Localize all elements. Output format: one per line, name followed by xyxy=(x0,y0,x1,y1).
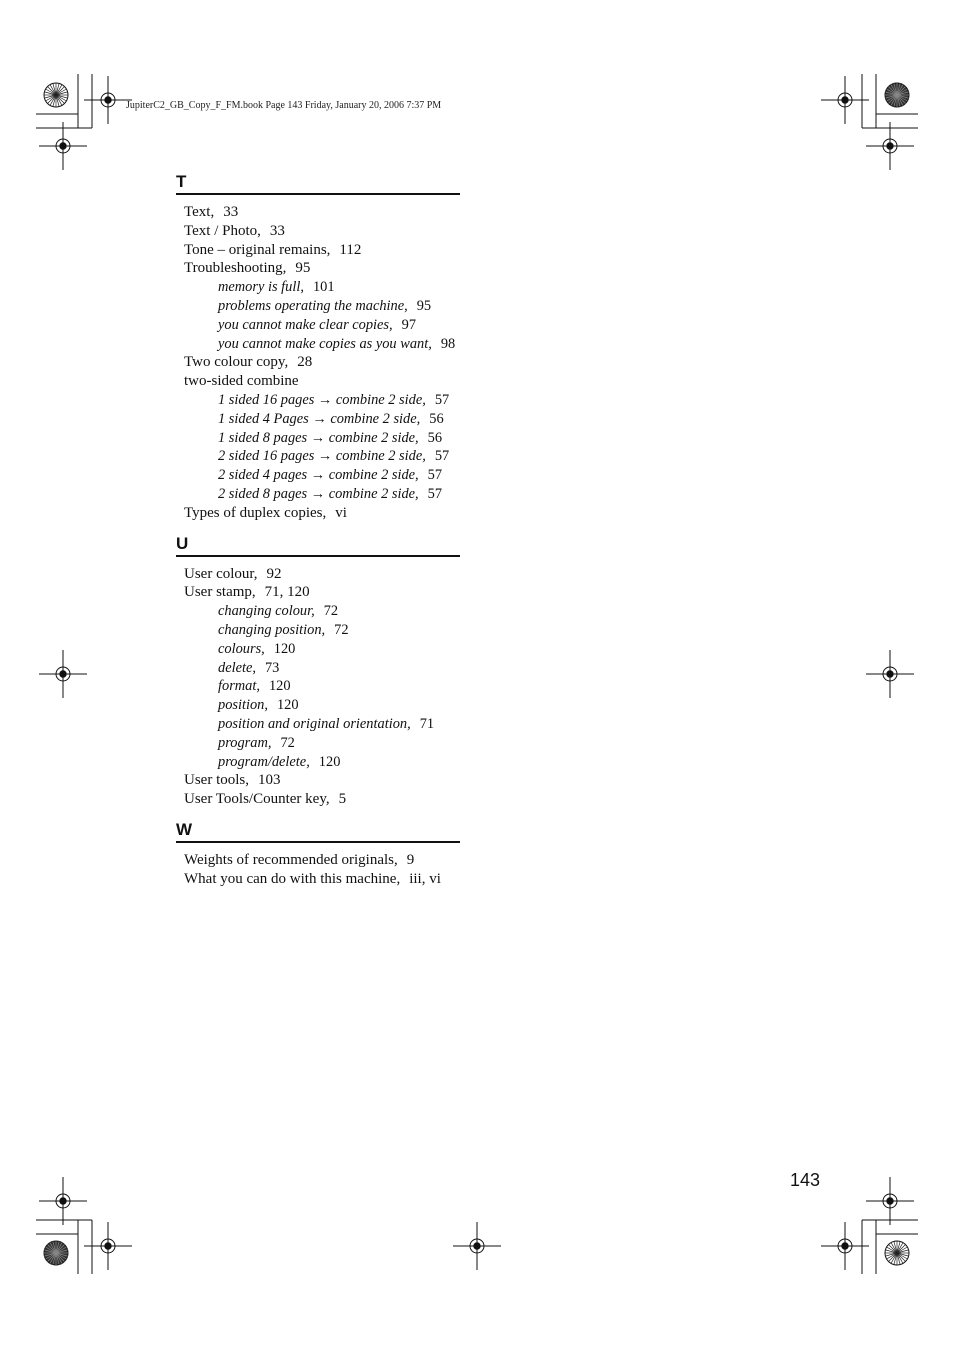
entry-page-ref: 56 xyxy=(429,410,444,427)
index-subentry xyxy=(176,715,460,734)
entry-term: you cannot make copies as you want, xyxy=(218,335,432,352)
entry-page-ref: 120 xyxy=(318,753,341,770)
entry-page-ref: 57 xyxy=(434,448,450,465)
entry-term: problems operating the machine, xyxy=(218,297,408,314)
entry-page-ref: 57 xyxy=(427,485,443,502)
entry-term: 1 sided 8 pages → combine 2 side, xyxy=(218,429,419,446)
section-letter-heading: U xyxy=(176,533,460,557)
registration-target-icon xyxy=(39,122,87,170)
index-entry xyxy=(176,353,460,372)
entry-term: Troubleshooting, xyxy=(184,260,287,277)
index-entry xyxy=(176,222,460,241)
print-file-info: JupiterC2_GB_Copy_F_FM.book Page 143 Friday, January 20, 2006 7:37 PM xyxy=(126,100,442,111)
entry-page-ref: 72 xyxy=(323,603,339,620)
entry-term: Types of duplex copies, xyxy=(184,504,327,521)
entry-term: User Tools/Counter key, xyxy=(184,791,330,808)
entry-page-ref: 57 xyxy=(427,467,443,484)
entry-term: User tools, xyxy=(184,772,249,789)
entry-term: Two colour copy, xyxy=(184,354,289,371)
entry-page-ref: 95 xyxy=(416,297,432,314)
index-subentry xyxy=(176,659,460,678)
index-entry xyxy=(176,870,460,889)
entry-term: Text, xyxy=(184,204,215,220)
index-subentry xyxy=(176,677,460,696)
entry-page-ref: iii, vi xyxy=(409,870,441,887)
entry-page-ref: 5 xyxy=(338,791,347,808)
entry-term: changing position, xyxy=(218,621,326,638)
index-subentry xyxy=(176,278,460,297)
index-entry xyxy=(176,565,460,584)
entry-page-ref: 103 xyxy=(258,772,281,789)
entry-page-ref: 120 xyxy=(268,678,291,695)
entry-page-ref: 120 xyxy=(273,640,296,657)
entry-term: memory is full, xyxy=(218,279,304,296)
registration-target-icon xyxy=(453,1222,501,1270)
entry-page-ref: 72 xyxy=(280,734,295,751)
index-entry xyxy=(176,790,460,809)
index-entry xyxy=(176,372,460,391)
index-subentry xyxy=(176,466,460,485)
index-entry xyxy=(176,851,460,870)
entry-page-ref: 72 xyxy=(334,621,349,638)
entry-term: User stamp, xyxy=(184,584,256,601)
index-subentry xyxy=(176,447,460,466)
index-subentry xyxy=(176,734,460,753)
entry-page-ref: 56 xyxy=(427,429,443,446)
entry-page-ref: 33 xyxy=(269,222,285,239)
registration-target-icon xyxy=(84,76,132,124)
index-entry xyxy=(176,203,460,222)
registration-target-icon xyxy=(866,650,914,698)
page-number: 143 xyxy=(790,1170,821,1190)
entry-page-ref: vi xyxy=(335,504,347,521)
registration-target-icon xyxy=(39,1177,87,1225)
index-subentry xyxy=(176,640,460,659)
entry-page-ref: 120 xyxy=(276,697,299,714)
entry-term: Weights of recommended originals, xyxy=(184,851,398,868)
entry-term: you cannot make clear copies, xyxy=(218,316,393,333)
entry-term: position and original orientation, xyxy=(218,715,411,732)
registration-target-icon xyxy=(866,122,914,170)
registration-target-icon xyxy=(39,650,87,698)
entry-page-ref: 98 xyxy=(440,335,456,352)
color-starburst-icon xyxy=(44,83,68,107)
entry-term: 1 sided 16 pages → combine 2 side, xyxy=(218,391,426,408)
index-section-u xyxy=(176,533,460,809)
entry-page-ref: 73 xyxy=(264,659,280,676)
registration-target-icon xyxy=(866,1177,914,1225)
entry-page-ref: 9 xyxy=(406,851,415,868)
index-subentry xyxy=(176,391,460,410)
index-entry xyxy=(176,771,460,790)
index-subentry xyxy=(176,753,460,772)
entry-term: changing colour, xyxy=(218,603,315,620)
entry-term: format, xyxy=(218,678,260,695)
entry-page-ref: 71, 120 xyxy=(264,584,310,601)
entry-term: two-sided combine xyxy=(184,373,299,390)
entry-term: 2 sided 4 pages → combine 2 side, xyxy=(218,467,419,484)
index-entry xyxy=(176,504,460,523)
entry-page-ref: 101 xyxy=(312,279,335,296)
index-list xyxy=(176,171,460,899)
index-section-w xyxy=(176,819,460,889)
index-subentry xyxy=(176,316,460,335)
index-subentry xyxy=(176,297,460,316)
entry-page-ref: 57 xyxy=(434,391,450,408)
entry-term: delete, xyxy=(218,659,256,676)
entry-term: colours, xyxy=(218,640,265,657)
section-letter-heading: T xyxy=(176,171,460,195)
entry-page-ref: 71 xyxy=(419,715,435,732)
entry-term: Text / Photo, xyxy=(184,222,261,239)
color-starburst-icon xyxy=(885,83,909,107)
entry-page-ref: 95 xyxy=(295,260,311,277)
entry-page-ref: 97 xyxy=(401,316,417,333)
section-letter-heading: W xyxy=(176,819,460,843)
index-entry xyxy=(176,583,460,602)
index-subentry xyxy=(176,410,460,429)
entry-term: 1 sided 4 Pages → combine 2 side, xyxy=(218,410,421,427)
index-subentry xyxy=(176,602,460,621)
index-subentry xyxy=(176,696,460,715)
index-subentry xyxy=(176,429,460,448)
entry-page-ref: 92 xyxy=(266,565,282,582)
color-starburst-icon xyxy=(885,1241,909,1265)
color-starburst-icon xyxy=(44,1241,68,1265)
entry-term: Tone – original remains, xyxy=(184,241,331,258)
entry-term: User colour, xyxy=(184,565,258,582)
entry-page-ref: 28 xyxy=(297,354,313,371)
index-subentry xyxy=(176,485,460,504)
index-subentry xyxy=(176,621,460,640)
entry-term: 2 sided 16 pages → combine 2 side, xyxy=(218,448,426,465)
index-section-t xyxy=(176,171,460,523)
registration-target-icon xyxy=(84,1222,132,1270)
index-entry xyxy=(176,259,460,278)
entry-term: What you can do with this machine, xyxy=(184,870,401,887)
entry-term: 2 sided 8 pages → combine 2 side, xyxy=(218,485,419,502)
entry-term: position, xyxy=(218,697,268,714)
index-subentry xyxy=(176,335,460,354)
entry-term: program, xyxy=(218,734,272,751)
index-entry xyxy=(176,241,460,260)
entry-page-ref: 112 xyxy=(339,241,362,258)
entry-term: program/delete, xyxy=(218,753,310,770)
entry-page-ref: 33 xyxy=(223,204,239,220)
